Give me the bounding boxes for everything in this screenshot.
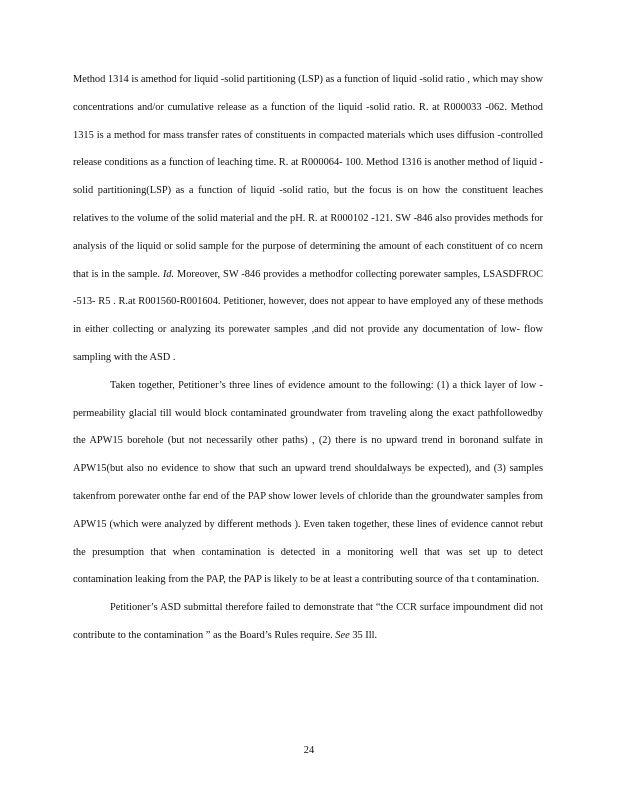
paragraph-lines-of-evidence bbox=[73, 372, 543, 594]
paragraph-methods-text-2: Moreover, SW -846 provides a methodfor collecting porewater samples, LSASDFROC -513- R5 . R.at R001560-R001604. Petitioner, however, does not appear to have employed any of these methods in either collecting or analyzing its porewater samples ,and did not provide any documentation of low- flow sampling with the ASD . bbox=[73, 268, 543, 363]
paragraph-methods-text-1: Method 1314 is amethod for liquid -solid partitioning (LSP) as a function of liquid -solid ratio , which may show concentrations and/or cumulative release as a function of the liquid -solid ratio. R. at R000033 -062. Method 1315 is a method for mass transfer rates of constituents in compacted materials which uses diffusion -controlled release conditions as a function of leaching time. R. at R000064- 100. Method 1316 is another method of liquid - solid partitioning(LSP) as a function of liquid -solid ratio, but the focus is on how the constituent leaches relatives to the volume of the solid material and the pH. R. at R000102 -121. SW -846 also provides methods for analysis of the liquid or solid sample for the purpose of determining the amount of each constituent of co ncern that is in the sample. bbox=[73, 74, 543, 280]
citation-id: Id. bbox=[162, 268, 175, 280]
paragraph-methods bbox=[73, 66, 543, 372]
body-text bbox=[73, 66, 543, 650]
paragraph-conclusion-text-1: Petitioner’s ASD submittal therefore failed to demonstrate that “the CCR surface impoundment did not contribute to the contamination ” as the Board’s Rules require. bbox=[73, 602, 543, 641]
page-number: 24 bbox=[303, 745, 315, 756]
paragraph-conclusion bbox=[73, 594, 543, 650]
paragraph-conclusion-text-2: 35 Ill. bbox=[349, 629, 378, 641]
paragraph-lines-of-evidence-text: Taken together, Petitioner’s three lines of evidence amount to the following: (1) a thick layer of low -permeability glacial till would block contaminated groundwater from traveling along the exact pathfollowedby the APW15 borehole (but not necessarily other paths) , (2) there is no upward trend in boronand sulfate in APW15(but also no evidence to show that such an upward trend shouldalways be expected), and (3) samples takenfrom porewater onthe far end of the PAP show lower levels of chloride than the groundwater samples from APW15 (which were analyzed by different methods ). Even taken together, these lines of evidence cannot rebut the presumption that when contamination is detected in a monitoring well that was set up to detect contamination leaking from the PAP, the PAP is likely to be at least a contributing source of tha t contamination. bbox=[73, 379, 543, 586]
citation-see: See bbox=[335, 629, 350, 641]
